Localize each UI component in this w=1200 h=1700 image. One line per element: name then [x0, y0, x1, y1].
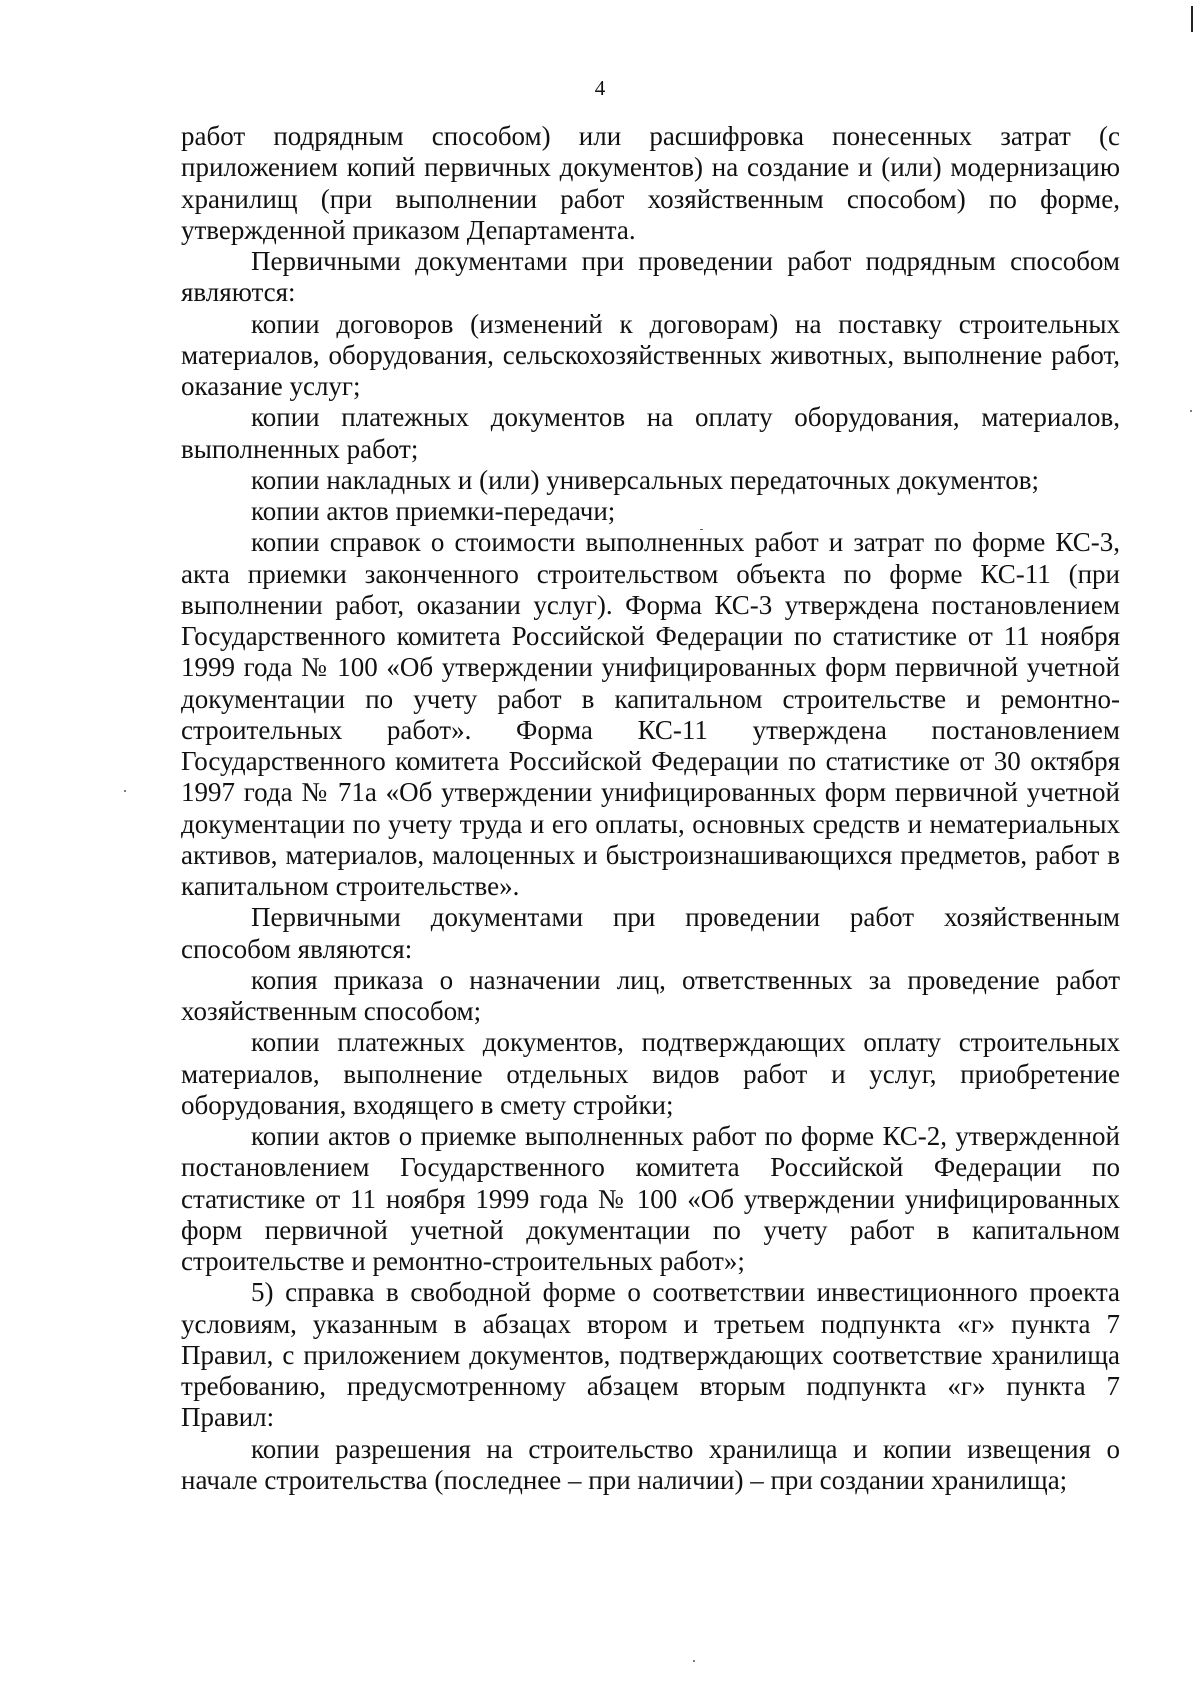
scan-edge-mark [1191, 6, 1193, 32]
paragraph: копии договоров (изменений к договорам) на поставку строительных материалов, оборудования, сельскохозяйственных животных, выполнение работ, оказание услуг; [181, 308, 1120, 401]
paragraph: копии платежных документов, подтверждающих оплату строительных материалов, выполнение отдельных видов работ и услуг, приобретение оборудования, входящего в смету стройки; [181, 1027, 1120, 1120]
paragraph: копия приказа о назначении лиц, ответственных за проведение работ хозяйственным способом; [181, 964, 1120, 1026]
paragraph: копии актов о приемке выполненных работ по форме КС-2, утвержденной постановлением Государственного комитета Российской Федерации по статистике от 11 ноября 1999 года № 100 «Об утверждении унифицированных форм первичной учетной документации по учету работ в капитальном строительстве и ремонтно-строительных работ»; [181, 1121, 1120, 1276]
scan-speck [124, 790, 126, 792]
document-body [181, 121, 1120, 1496]
paragraph: копии разрешения на строительство хранилища и копии извещения о начале строительства (последнее – при наличии) – при создании хранилища; [181, 1433, 1120, 1495]
paragraph: 5) справка в свободной форме о соответствии инвестиционного проекта условиям, указанным в абзацах втором и третьем подпункта «г» пункта 7 Правил, с приложением документов, подтверждающих соответствие хранилища требованию, предусмотренному абзацем вторым подпункта «г» пункта 7 Правил: [181, 1277, 1120, 1433]
paragraph: работ подрядным способом) или расшифровка понесенных затрат (с приложением копий первичных документов) на создание и (или) модернизацию хранилищ (при выполнении работ хозяйственным способом) по форме, утвержденной приказом Департамента. [181, 121, 1120, 245]
page-number: 4 [594, 76, 606, 100]
paragraph: Первичными документами при проведении работ хозяйственным способом являются: [181, 902, 1120, 964]
paragraph: копии справок о стоимости выполненных работ и затрат по форме КС-3, акта приемки законченного строительством объекта по форме КС-11 (при выполнении работ, оказании услуг). Форма КС-3 утверждена постановлением Государственного комитета Российской Федерации по статистике от 11 ноября 1999 года № 100 «Об утверждении унифицированных форм первичной учетной документации по учету работ в капитальном строительстве и ремонтно-строительных работ». Форма КС-11 утверждена постановлением Государственного комитета Российской Федерации по статистике от 30 октября 1997 года № 71а «Об утверждении унифицированных форм первичной учетной документации по учету труда и его оплаты, основных средств и нематериальных активов, материалов, малоценных и быстроизнашивающихся предметов, работ в капитальном строительстве». [181, 527, 1120, 901]
paragraph: копии платежных документов на оплату оборудования, материалов, выполненных работ; [181, 402, 1120, 464]
paragraph: копии актов приемки-передачи; [251, 496, 616, 526]
scan-speck [1190, 410, 1192, 412]
paragraph: копии накладных и (или) универсальных передаточных документов; [251, 464, 1039, 495]
scan-speck [693, 1660, 695, 1662]
paragraph: Первичными документами при проведении работ подрядным способом являются: [181, 246, 1120, 308]
